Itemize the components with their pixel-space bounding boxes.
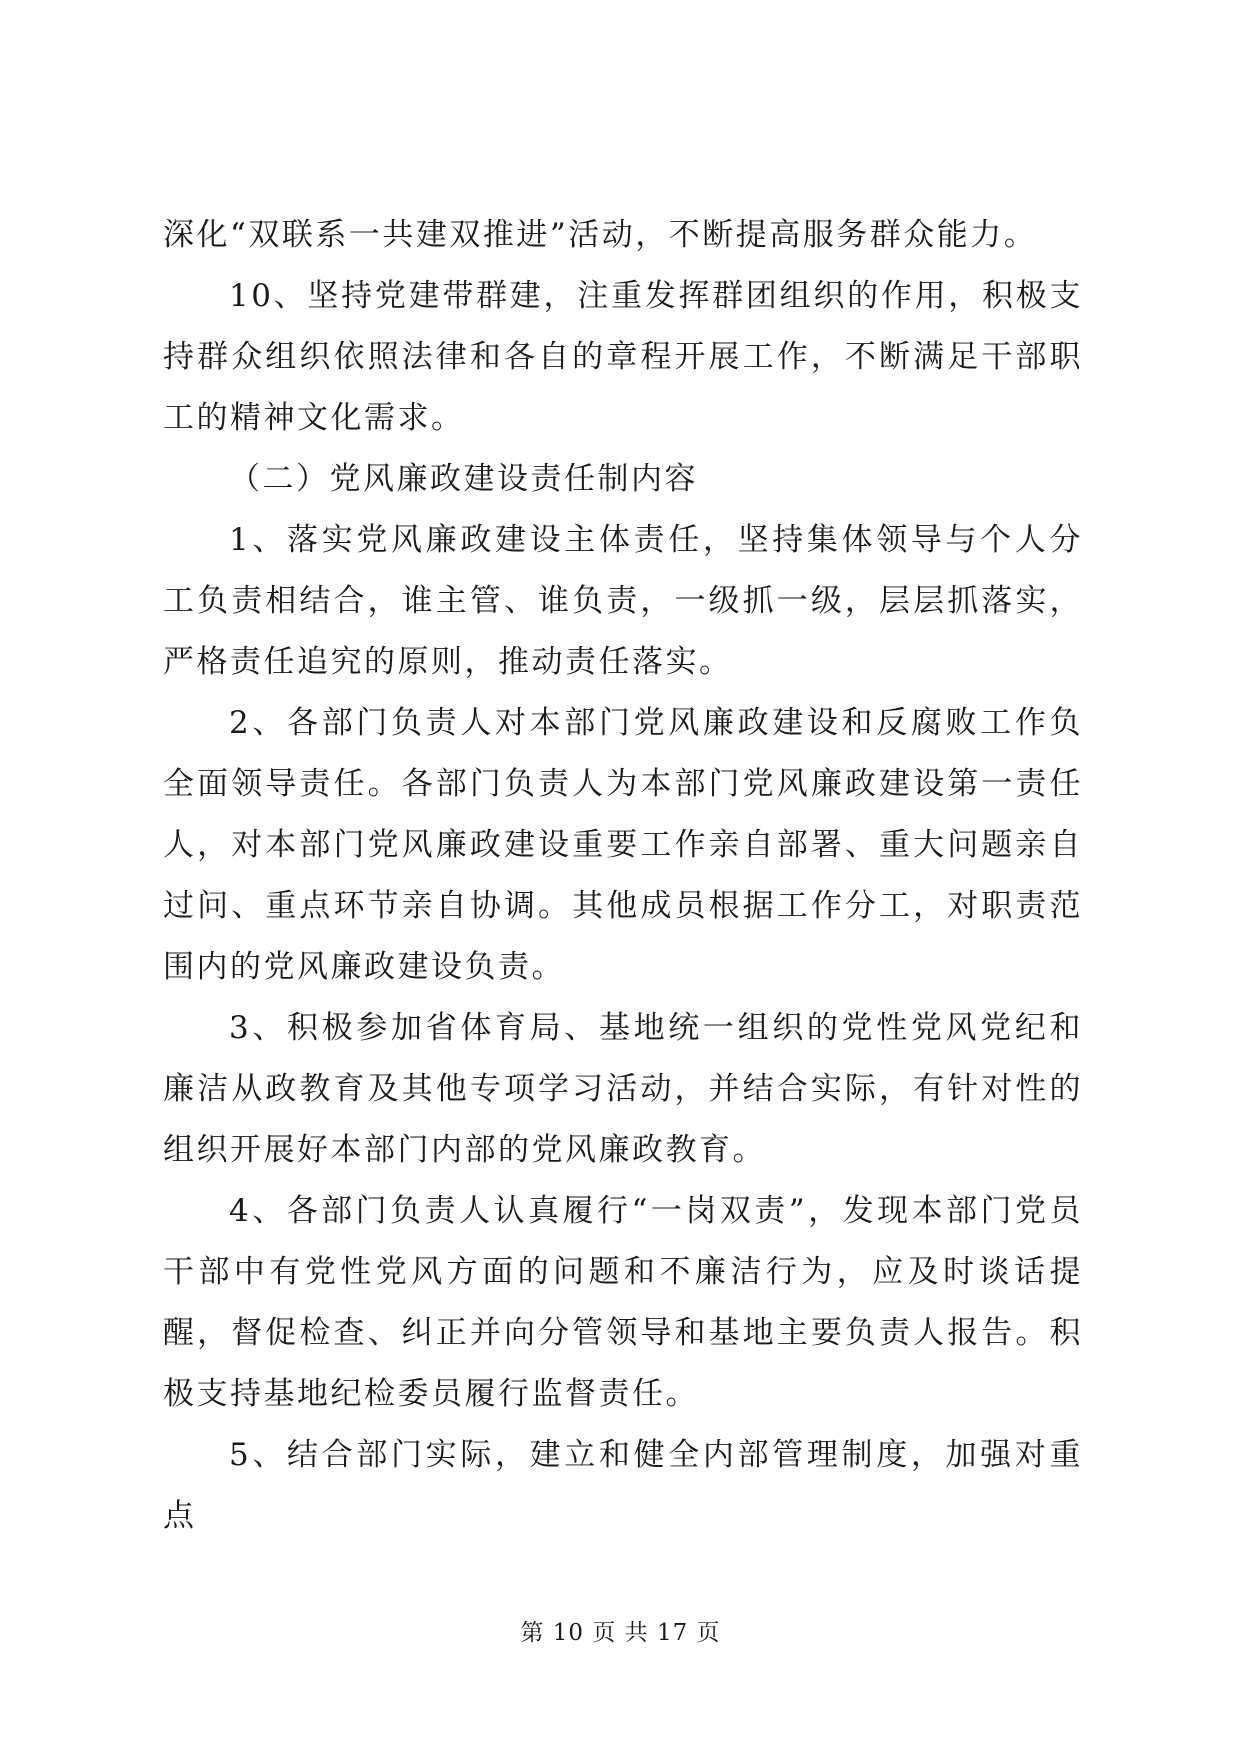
paragraph-item-3: 3、积极参加省体育局、基地统一组织的党性党风党纪和廉洁从政教育及其他专项学习活动，并结合实际，有针对性的组织开展好本部门内部的党风廉政教育。 [163,1010,1083,1168]
paragraph-item-1: 1、落实党风廉政建设主体责任，坚持集体领导与个人分工负责相结合，谁主管、谁负责，一级抓一级，层层抓落实，严格责任追究的原则，推动责任落实。 [163,522,1083,680]
document-body [163,205,1083,1547]
section-heading: （二）党风廉政建设责任制内容 [229,461,698,497]
paragraph-item-10: 10、坚持党建带群建，注重发挥群团组织的作用，积极支持群众组织依照法律和各自的章程开展工作，不断满足干部职工的精神文化需求。 [163,278,1083,436]
paragraph-item-4: 4、各部门负责人认真履行“一岗双责”，发现本部门党员干部中有党性党风方面的问题和不廉洁行为，应及时谈话提醒，督促检查、纠正并向分管领导和基地主要负责人报告。积极支持基地纪检委员履行监督责任。 [163,1193,1083,1412]
paragraph-item-5: 5、结合部门实际，建立和健全内部管理制度，加强对重点 [163,1437,1083,1534]
page-number-footer: 第 10 页 共 17 页 [520,1620,721,1646]
paragraph-item-2: 2、各部门负责人对本部门党风廉政建设和反腐败工作负全面领导责任。各部门负责人为本部门党风廉政建设第一责任人，对本部门党风廉政建设重要工作亲自部署、重大问题亲自过问、重点环节亲自协调。其他成员根据工作分工，对职责范围内的党风廉政建设负责。 [163,705,1083,985]
paragraph-continuation: 深化“双联系一共建双推进”活动，不断提高服务群众能力。 [163,217,1038,253]
